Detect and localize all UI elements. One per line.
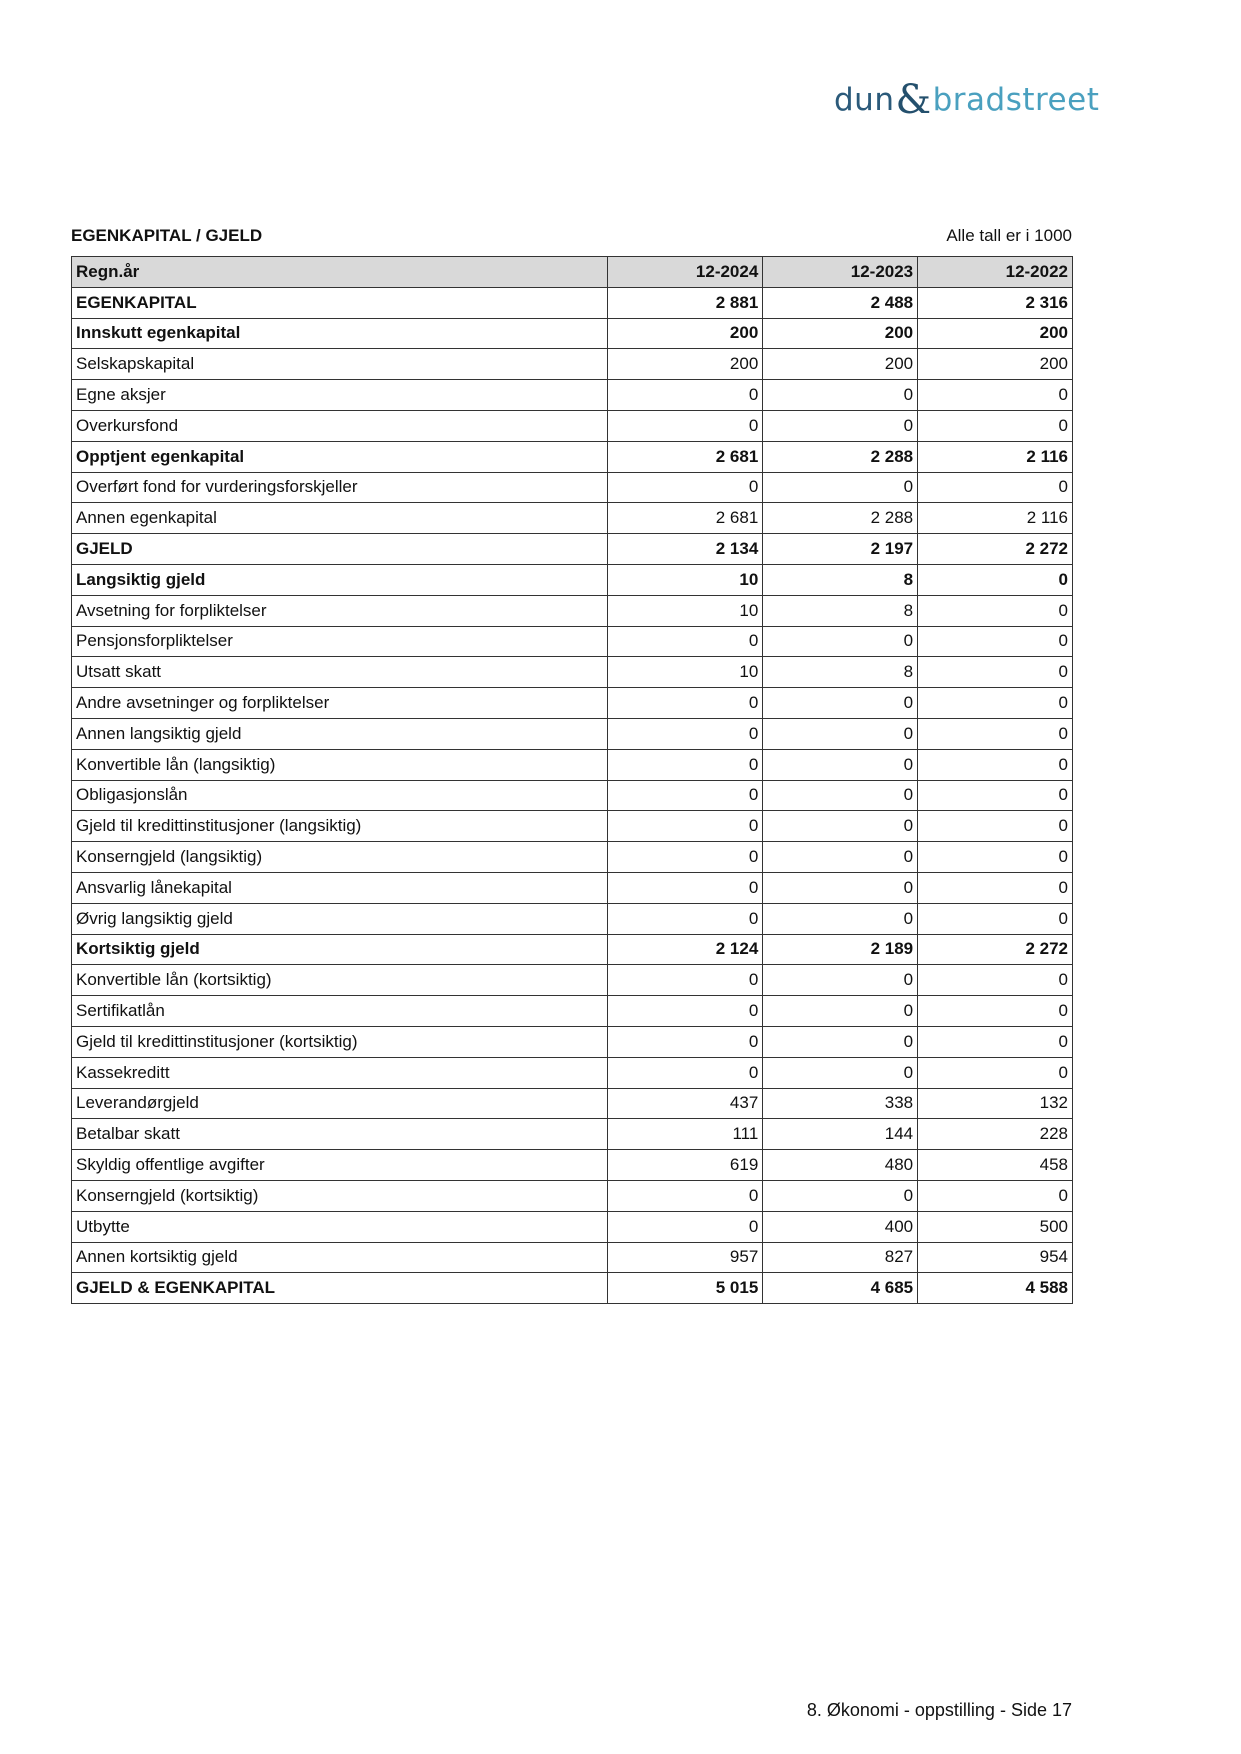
page-footer: 8. Økonomi - oppstilling - Side 17: [806, 1700, 1072, 1720]
row-value: 2 488: [763, 287, 918, 318]
row-value: 0: [918, 811, 1073, 842]
row-label: Konserngjeld (langsiktig): [72, 842, 608, 873]
row-value: 0: [608, 780, 763, 811]
row-label: Andre avsetninger og forpliktelser: [72, 688, 608, 719]
row-value: 0: [763, 718, 918, 749]
dun-bradstreet-logo: [834, 77, 1100, 123]
row-value: 0: [918, 410, 1073, 441]
row-value: 437: [608, 1088, 763, 1119]
row-label: Utbytte: [72, 1211, 608, 1242]
row-label: Ansvarlig lånekapital: [72, 872, 608, 903]
row-value: 0: [918, 780, 1073, 811]
row-label: Obligasjonslån: [72, 780, 608, 811]
row-label: Kassekreditt: [72, 1057, 608, 1088]
row-value: 400: [763, 1211, 918, 1242]
table-header-row: [72, 257, 1073, 288]
section-title: EGENKAPITAL / GJELD: [71, 226, 263, 245]
header-year: 12-2023: [763, 257, 918, 288]
row-label: GJELD & EGENKAPITAL: [72, 1273, 608, 1304]
row-value: 0: [763, 1026, 918, 1057]
row-value: 0: [763, 780, 918, 811]
row-value: 0: [763, 410, 918, 441]
balance-sheet-table: [71, 256, 1073, 1304]
row-value: 2 197: [763, 534, 918, 565]
row-label: Leverandørgjeld: [72, 1088, 608, 1119]
row-value: 500: [918, 1211, 1073, 1242]
row-value: 2 272: [918, 934, 1073, 965]
row-value: 0: [763, 872, 918, 903]
row-value: 0: [763, 996, 918, 1027]
row-value: 0: [608, 472, 763, 503]
row-value: 0: [918, 1057, 1073, 1088]
table-row: [72, 472, 1073, 503]
header-year: 12-2024: [608, 257, 763, 288]
logo-text-dun: dun: [834, 82, 895, 118]
row-value: 0: [918, 1180, 1073, 1211]
header-year: 12-2022: [918, 257, 1073, 288]
row-value: 228: [918, 1119, 1073, 1150]
row-label: Gjeld til kredittinstitusjoner (kortsiktig): [72, 1026, 608, 1057]
row-label: Overført fond for vurderingsforskjeller: [72, 472, 608, 503]
table-row: [72, 1119, 1073, 1150]
table-body: [72, 287, 1073, 1303]
table-row: [72, 1057, 1073, 1088]
row-value: 0: [608, 1026, 763, 1057]
table-row: [72, 872, 1073, 903]
table-row: [72, 380, 1073, 411]
row-value: 132: [918, 1088, 1073, 1119]
logo-ampersand: &: [895, 77, 932, 123]
row-value: 0: [608, 872, 763, 903]
table-row: [72, 503, 1073, 534]
table-row: [72, 441, 1073, 472]
row-value: 2 272: [918, 534, 1073, 565]
units-note: Alle tall er i 1000: [946, 226, 1072, 245]
row-label: Konvertible lån (kortsiktig): [72, 965, 608, 996]
header-label: Regn.år: [72, 257, 608, 288]
table-row: [72, 1211, 1073, 1242]
table-row: [72, 965, 1073, 996]
row-value: 0: [608, 749, 763, 780]
table-row: [72, 718, 1073, 749]
row-value: 0: [918, 903, 1073, 934]
row-value: 0: [608, 811, 763, 842]
row-label: Egne aksjer: [72, 380, 608, 411]
row-label: Annen langsiktig gjeld: [72, 718, 608, 749]
row-value: 2 189: [763, 934, 918, 965]
table-row: [72, 595, 1073, 626]
row-value: 0: [763, 688, 918, 719]
row-label: GJELD: [72, 534, 608, 565]
row-value: 2 134: [608, 534, 763, 565]
row-value: 5 015: [608, 1273, 763, 1304]
row-value: 4 588: [918, 1273, 1073, 1304]
table-row: [72, 534, 1073, 565]
row-value: 0: [763, 380, 918, 411]
row-label: Avsetning for forpliktelser: [72, 595, 608, 626]
table-row: [72, 1180, 1073, 1211]
table-row: [72, 903, 1073, 934]
row-value: 0: [763, 1180, 918, 1211]
row-label: Konvertible lån (langsiktig): [72, 749, 608, 780]
row-value: 0: [918, 688, 1073, 719]
row-value: 0: [608, 380, 763, 411]
row-value: 0: [918, 626, 1073, 657]
row-label: Opptjent egenkapital: [72, 441, 608, 472]
row-value: 144: [763, 1119, 918, 1150]
table-row: [72, 749, 1073, 780]
row-label: Overkursfond: [72, 410, 608, 441]
row-value: 954: [918, 1242, 1073, 1273]
row-value: 0: [608, 996, 763, 1027]
row-value: 10: [608, 564, 763, 595]
table-row: [72, 657, 1073, 688]
logo-text-bradstreet: bradstreet: [932, 82, 1100, 118]
row-value: 2 288: [763, 441, 918, 472]
row-label: Gjeld til kredittinstitusjoner (langsiktig): [72, 811, 608, 842]
row-value: 0: [763, 811, 918, 842]
row-label: Betalbar skatt: [72, 1119, 608, 1150]
row-value: 0: [918, 718, 1073, 749]
row-value: 0: [608, 626, 763, 657]
row-value: 200: [918, 349, 1073, 380]
table-row: [72, 1242, 1073, 1273]
row-value: 619: [608, 1150, 763, 1181]
row-value: 2 316: [918, 287, 1073, 318]
row-value: 0: [918, 1026, 1073, 1057]
table-row: [72, 564, 1073, 595]
row-value: 0: [918, 996, 1073, 1027]
row-value: 200: [763, 318, 918, 349]
row-value: 0: [608, 1057, 763, 1088]
row-value: 0: [918, 842, 1073, 873]
row-value: 8: [763, 657, 918, 688]
row-value: 200: [763, 349, 918, 380]
row-label: Konserngjeld (kortsiktig): [72, 1180, 608, 1211]
row-value: 0: [763, 1057, 918, 1088]
row-value: 338: [763, 1088, 918, 1119]
row-value: 2 116: [918, 503, 1073, 534]
row-label: Langsiktig gjeld: [72, 564, 608, 595]
row-value: 0: [608, 842, 763, 873]
row-value: 111: [608, 1119, 763, 1150]
row-value: 0: [918, 965, 1073, 996]
table-row: [72, 1088, 1073, 1119]
row-value: 458: [918, 1150, 1073, 1181]
table-row: [72, 1026, 1073, 1057]
row-value: 0: [918, 872, 1073, 903]
row-label: Sertifikatlån: [72, 996, 608, 1027]
row-label: Annen egenkapital: [72, 503, 608, 534]
row-value: 0: [763, 472, 918, 503]
row-label: EGENKAPITAL: [72, 287, 608, 318]
row-label: Skyldig offentlige avgifter: [72, 1150, 608, 1181]
row-value: 2 288: [763, 503, 918, 534]
row-label: Utsatt skatt: [72, 657, 608, 688]
row-label: Pensjonsforpliktelser: [72, 626, 608, 657]
row-value: 10: [608, 657, 763, 688]
table-row: [72, 1150, 1073, 1181]
row-value: 0: [608, 688, 763, 719]
row-value: 480: [763, 1150, 918, 1181]
row-value: 0: [608, 1211, 763, 1242]
row-value: 0: [608, 903, 763, 934]
row-value: 0: [763, 749, 918, 780]
row-value: 8: [763, 595, 918, 626]
table-row: [72, 842, 1073, 873]
row-value: 827: [763, 1242, 918, 1273]
table-row: [72, 811, 1073, 842]
row-value: 957: [608, 1242, 763, 1273]
table-row: [72, 996, 1073, 1027]
row-value: 0: [763, 965, 918, 996]
row-value: 200: [608, 349, 763, 380]
row-value: 0: [763, 903, 918, 934]
row-value: 2 881: [608, 287, 763, 318]
row-label: Kortsiktig gjeld: [72, 934, 608, 965]
table-row: [72, 318, 1073, 349]
row-value: 200: [918, 318, 1073, 349]
row-value: 2 116: [918, 441, 1073, 472]
row-value: 2 124: [608, 934, 763, 965]
table-row: [72, 349, 1073, 380]
row-value: 0: [918, 657, 1073, 688]
table-row: [72, 287, 1073, 318]
row-value: 0: [918, 472, 1073, 503]
row-value: 8: [763, 564, 918, 595]
row-label: Øvrig langsiktig gjeld: [72, 903, 608, 934]
row-value: 0: [918, 749, 1073, 780]
table-row: [72, 934, 1073, 965]
row-value: 2 681: [608, 503, 763, 534]
row-value: 0: [608, 410, 763, 441]
row-value: 200: [608, 318, 763, 349]
row-value: 4 685: [763, 1273, 918, 1304]
row-label: Selskapskapital: [72, 349, 608, 380]
table-row: [72, 688, 1073, 719]
table-row: [72, 780, 1073, 811]
row-value: 0: [608, 965, 763, 996]
row-value: 10: [608, 595, 763, 626]
row-value: 0: [608, 1180, 763, 1211]
row-value: 2 681: [608, 441, 763, 472]
row-label: Innskutt egenkapital: [72, 318, 608, 349]
row-label: Annen kortsiktig gjeld: [72, 1242, 608, 1273]
table-row: [72, 410, 1073, 441]
row-value: 0: [918, 564, 1073, 595]
row-value: 0: [918, 380, 1073, 411]
table-row: [72, 1273, 1073, 1304]
row-value: 0: [918, 595, 1073, 626]
table-row: [72, 626, 1073, 657]
row-value: 0: [608, 718, 763, 749]
row-value: 0: [763, 842, 918, 873]
row-value: 0: [763, 626, 918, 657]
